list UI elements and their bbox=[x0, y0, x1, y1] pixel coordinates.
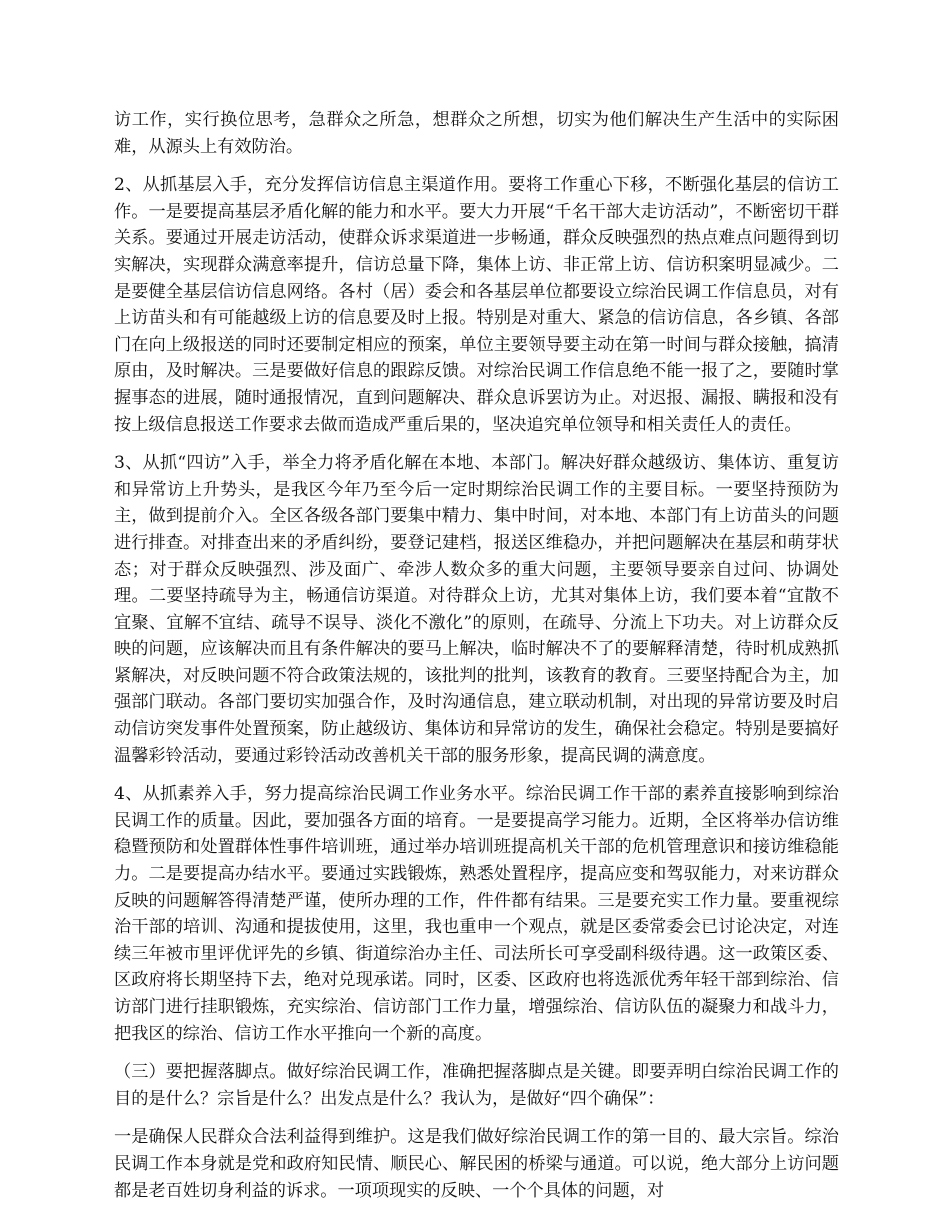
paragraph-ensure-1: 一是确保人民群众合法利益得到维护。这是我们做好综治民调工作的第一目的、最大宗旨。综治民调工作本身就是党和政府知民情、顺民心、解民困的桥梁与通道。可以说，绝大部分上访问题都是老百姓切身利益的诉求。一项项现实的反映、一个个具体的问题，对 bbox=[114, 1127, 839, 1201]
document-page bbox=[114, 107, 839, 1216]
paragraph-continuation: 访工作，实行换位思考，急群众之所急，想群众之所想，切实为他们解决生产生活中的实际困难，从源头上有效防治。 bbox=[114, 110, 839, 157]
paragraph-section-3: （三）要把握落脚点。做好综治民调工作，准确把握落脚点是关键。即要弄明白综治民调工作的目的是什么？宗旨是什么？出发点是什么？我认为，是做好“四个确保”： bbox=[114, 1062, 839, 1109]
paragraph-item-2: 2、从抓基层入手，充分发挥信访信息主渠道作用。要将工作重心下移，不断强化基层的信访工作。一是要提高基层矛盾化解的能力和水平。要大力开展“千名干部大走访活动”，不断密切干群关系。要通过开展走访活动，使群众诉求渠道进一步畅通，群众反映强烈的热点难点问题得到切实解决，实现群众满意率提升，信访总量下降，集体上访、非正常上访、信访积案明显减少。二是要健全基层信访信息网络。各村（居）委会和各基层单位都要设立综治民调工作信息员，对有上访苗头和有可能越级上访的信息要及时上报。特别是对重大、紧急的信访信息，各乡镇、各部门在向上级报送的同时还要制定相应的预案，单位主要领导要主动在第一时间与群众接触，搞清原由，及时解决。三是要做好信息的跟踪反馈。对综治民调工作信息绝不能一报了之，要随时掌握事态的进展，随时通报情况，直到问题解决、群众息诉罢访为止。对迟报、漏报、瞒报和没有按上级信息报送工作要求去做而造成严重后果的，坚决追究单位领导和相关责任人的责任。 bbox=[114, 175, 839, 435]
paragraph-item-3: 3、从抓“四访”入手，举全力将矛盾化解在本地、本部门。解决好群众越级访、集体访、重复访和异常访上升势头，是我区今年乃至今后一定时期综治民调工作的主要目标。一要坚持预防为主，做到提前介入。全区各级各部门要集中精力、集中时间，对本地、本部门有上访苗头的问题进行排查。对排查出来的矛盾纠纷，要登记建档，报送区维稳办，并把问题解决在基层和萌芽状态；对于群众反映强烈、涉及面广、牵涉人数众多的重大问题，主要领导要亲自过问、协调处理。二要坚持疏导为主，畅通信访渠道。对待群众上访，尤其对集体上访，我们要本着“宜散不宜聚、宜解不宜结、疏导不误导、淡化不激化”的原则，在疏导、分流上下功夫。对上访群众反映的问题，应该解决而且有条件解决的要马上解决，临时解决不了的要解释清楚，待时机成熟抓紧解决，对反映问题不符合政策法规的，该批判的批判，该教育的教育。三要坚持配合为主，加强部门联动。各部门要切实加强合作，及时沟通信息，建立联动机制，对出现的异常访要及时启动信访突发事件处置预案，防止越级访、集体访和异常访的发生，确保社会稳定。特别是要搞好温馨彩铃活动，要通过彩铃活动改善机关干部的服务形象，提高民调的满意度。 bbox=[114, 453, 839, 766]
paragraph-item-4: 4、从抓素养入手，努力提高综治民调工作业务水平。综治民调工作干部的素养直接影响到综治民调工作的质量。因此，要加强各方面的培育。一是要提高学习能力。近期，全区将举办信访维稳暨预防和处置群体性事件培训班，通过举办培训班提高机关干部的危机管理意识和接访维稳能力。二是要提高办结水平。要通过实践锻炼，熟悉处置程序，提高应变和驾驭能力，对来访群众反映的问题解答得清楚严谨，使所办理的工作，件件都有结果。三是要充实工作力量。要重视综治干部的培训、沟通和提拔使用，这里，我也重申一个观点，就是区委常委会已讨论决定，对连续三年被市里评优评先的乡镇、街道综治办主任、司法所长可享受副科级待遇。这一政策区委、区政府将长期坚持下去，绝对兑现承诺。同时，区委、区政府也将选派优秀年轻干部到综治、信访部门进行挂职锻炼，充实综治、信访部门工作力量，增强综治、信访队伍的凝聚力和战斗力，把我区的综治、信访工作水平推向一个新的高度。 bbox=[114, 784, 839, 1044]
